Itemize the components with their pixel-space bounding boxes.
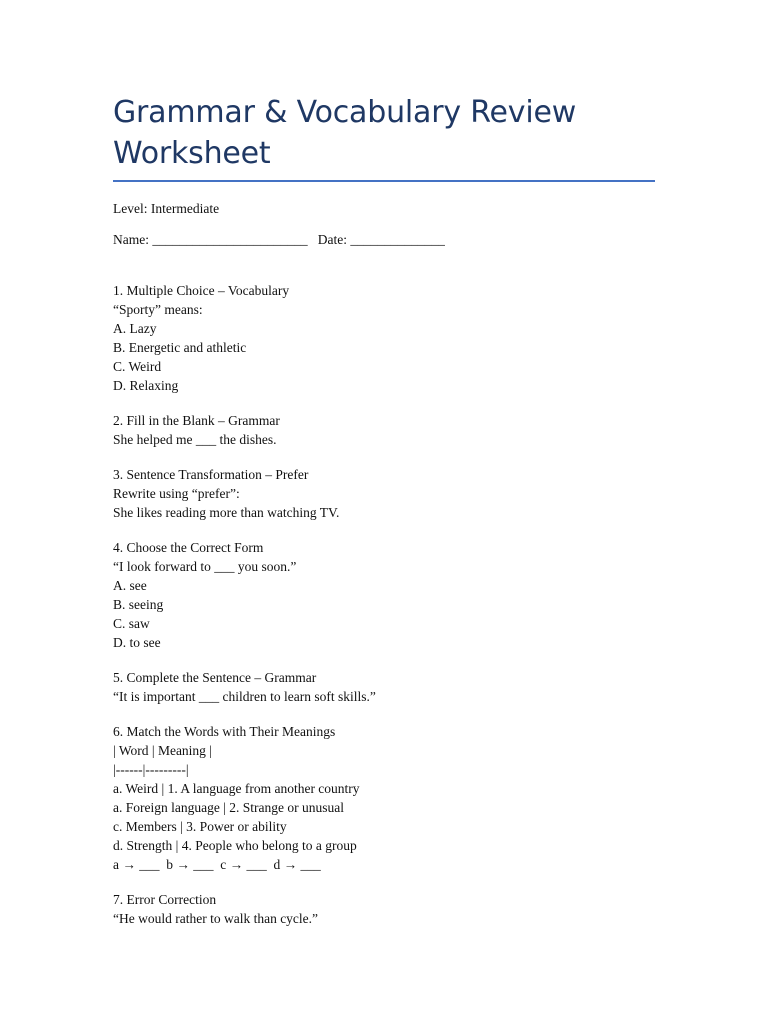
question-4-heading: 4. Choose the Correct Form (113, 540, 264, 555)
question-7-heading: 7. Error Correction (113, 892, 217, 907)
title-line-2: Worksheet (113, 136, 271, 171)
question-1-prompt: “Sporty” means: (113, 302, 203, 317)
title-underline-rule (113, 180, 655, 182)
question-1-heading: 1. Multiple Choice – Vocabulary (113, 283, 290, 298)
question-7-error-correction (113, 890, 655, 928)
worksheet-title (113, 92, 655, 174)
matching-row-d: d. Strength | 4. People who belong to a group (113, 838, 357, 853)
question-5-sentence: “It is important ___ children to learn soft skills.” (113, 689, 376, 704)
question-4-option-c: C. saw (113, 616, 150, 631)
question-4-correct-form (113, 538, 655, 652)
question-4-option-b: B. seeing (113, 597, 164, 612)
question-2-sentence: She helped me ___ the dishes. (113, 432, 277, 447)
question-1-option-b: B. Energetic and athletic (113, 340, 247, 355)
question-1-option-d: D. Relaxing (113, 378, 179, 393)
question-2-heading: 2. Fill in the Blank – Grammar (113, 413, 280, 428)
question-4-prompt: “I look forward to ___ you soon.” (113, 559, 297, 574)
question-3-sentence: She likes reading more than watching TV. (113, 505, 340, 520)
question-2-fill-blank (113, 411, 655, 449)
question-4-option-a: A. see (113, 578, 147, 593)
title-line-1: Grammar & Vocabulary Review (113, 95, 577, 130)
question-3-heading: 3. Sentence Transformation – Prefer (113, 467, 309, 482)
matching-row-a: a. Weird | 1. A language from another country (113, 781, 360, 796)
question-6-matching (113, 722, 655, 874)
matching-table-separator: |------|---------| (113, 762, 189, 777)
matching-row-c: c. Members | 3. Power or ability (113, 819, 287, 834)
question-3-instruction: Rewrite using “prefer”: (113, 486, 240, 501)
matching-answer-blanks: a → ___ b → ___ c → ___ d → ___ (113, 857, 321, 872)
question-7-sentence: “He would rather to walk than cycle.” (113, 911, 319, 926)
question-3-sentence-transformation (113, 465, 655, 522)
question-1-option-c: C. Weird (113, 359, 162, 374)
worksheet-page (113, 92, 655, 928)
question-1-multiple-choice (113, 281, 655, 395)
question-5-complete-sentence (113, 668, 655, 706)
matching-row-b: a. Foreign language | 2. Strange or unusual (113, 800, 345, 815)
question-6-heading: 6. Match the Words with Their Meanings (113, 724, 336, 739)
name-date-line: Name: _______________________ Date: ______________ (113, 232, 445, 247)
question-5-heading: 5. Complete the Sentence – Grammar (113, 670, 317, 685)
question-4-option-d: D. to see (113, 635, 161, 650)
question-1-option-a: A. Lazy (113, 321, 157, 336)
matching-table-header: | Word | Meaning | (113, 743, 213, 758)
level-label: Level: Intermediate (113, 201, 220, 216)
